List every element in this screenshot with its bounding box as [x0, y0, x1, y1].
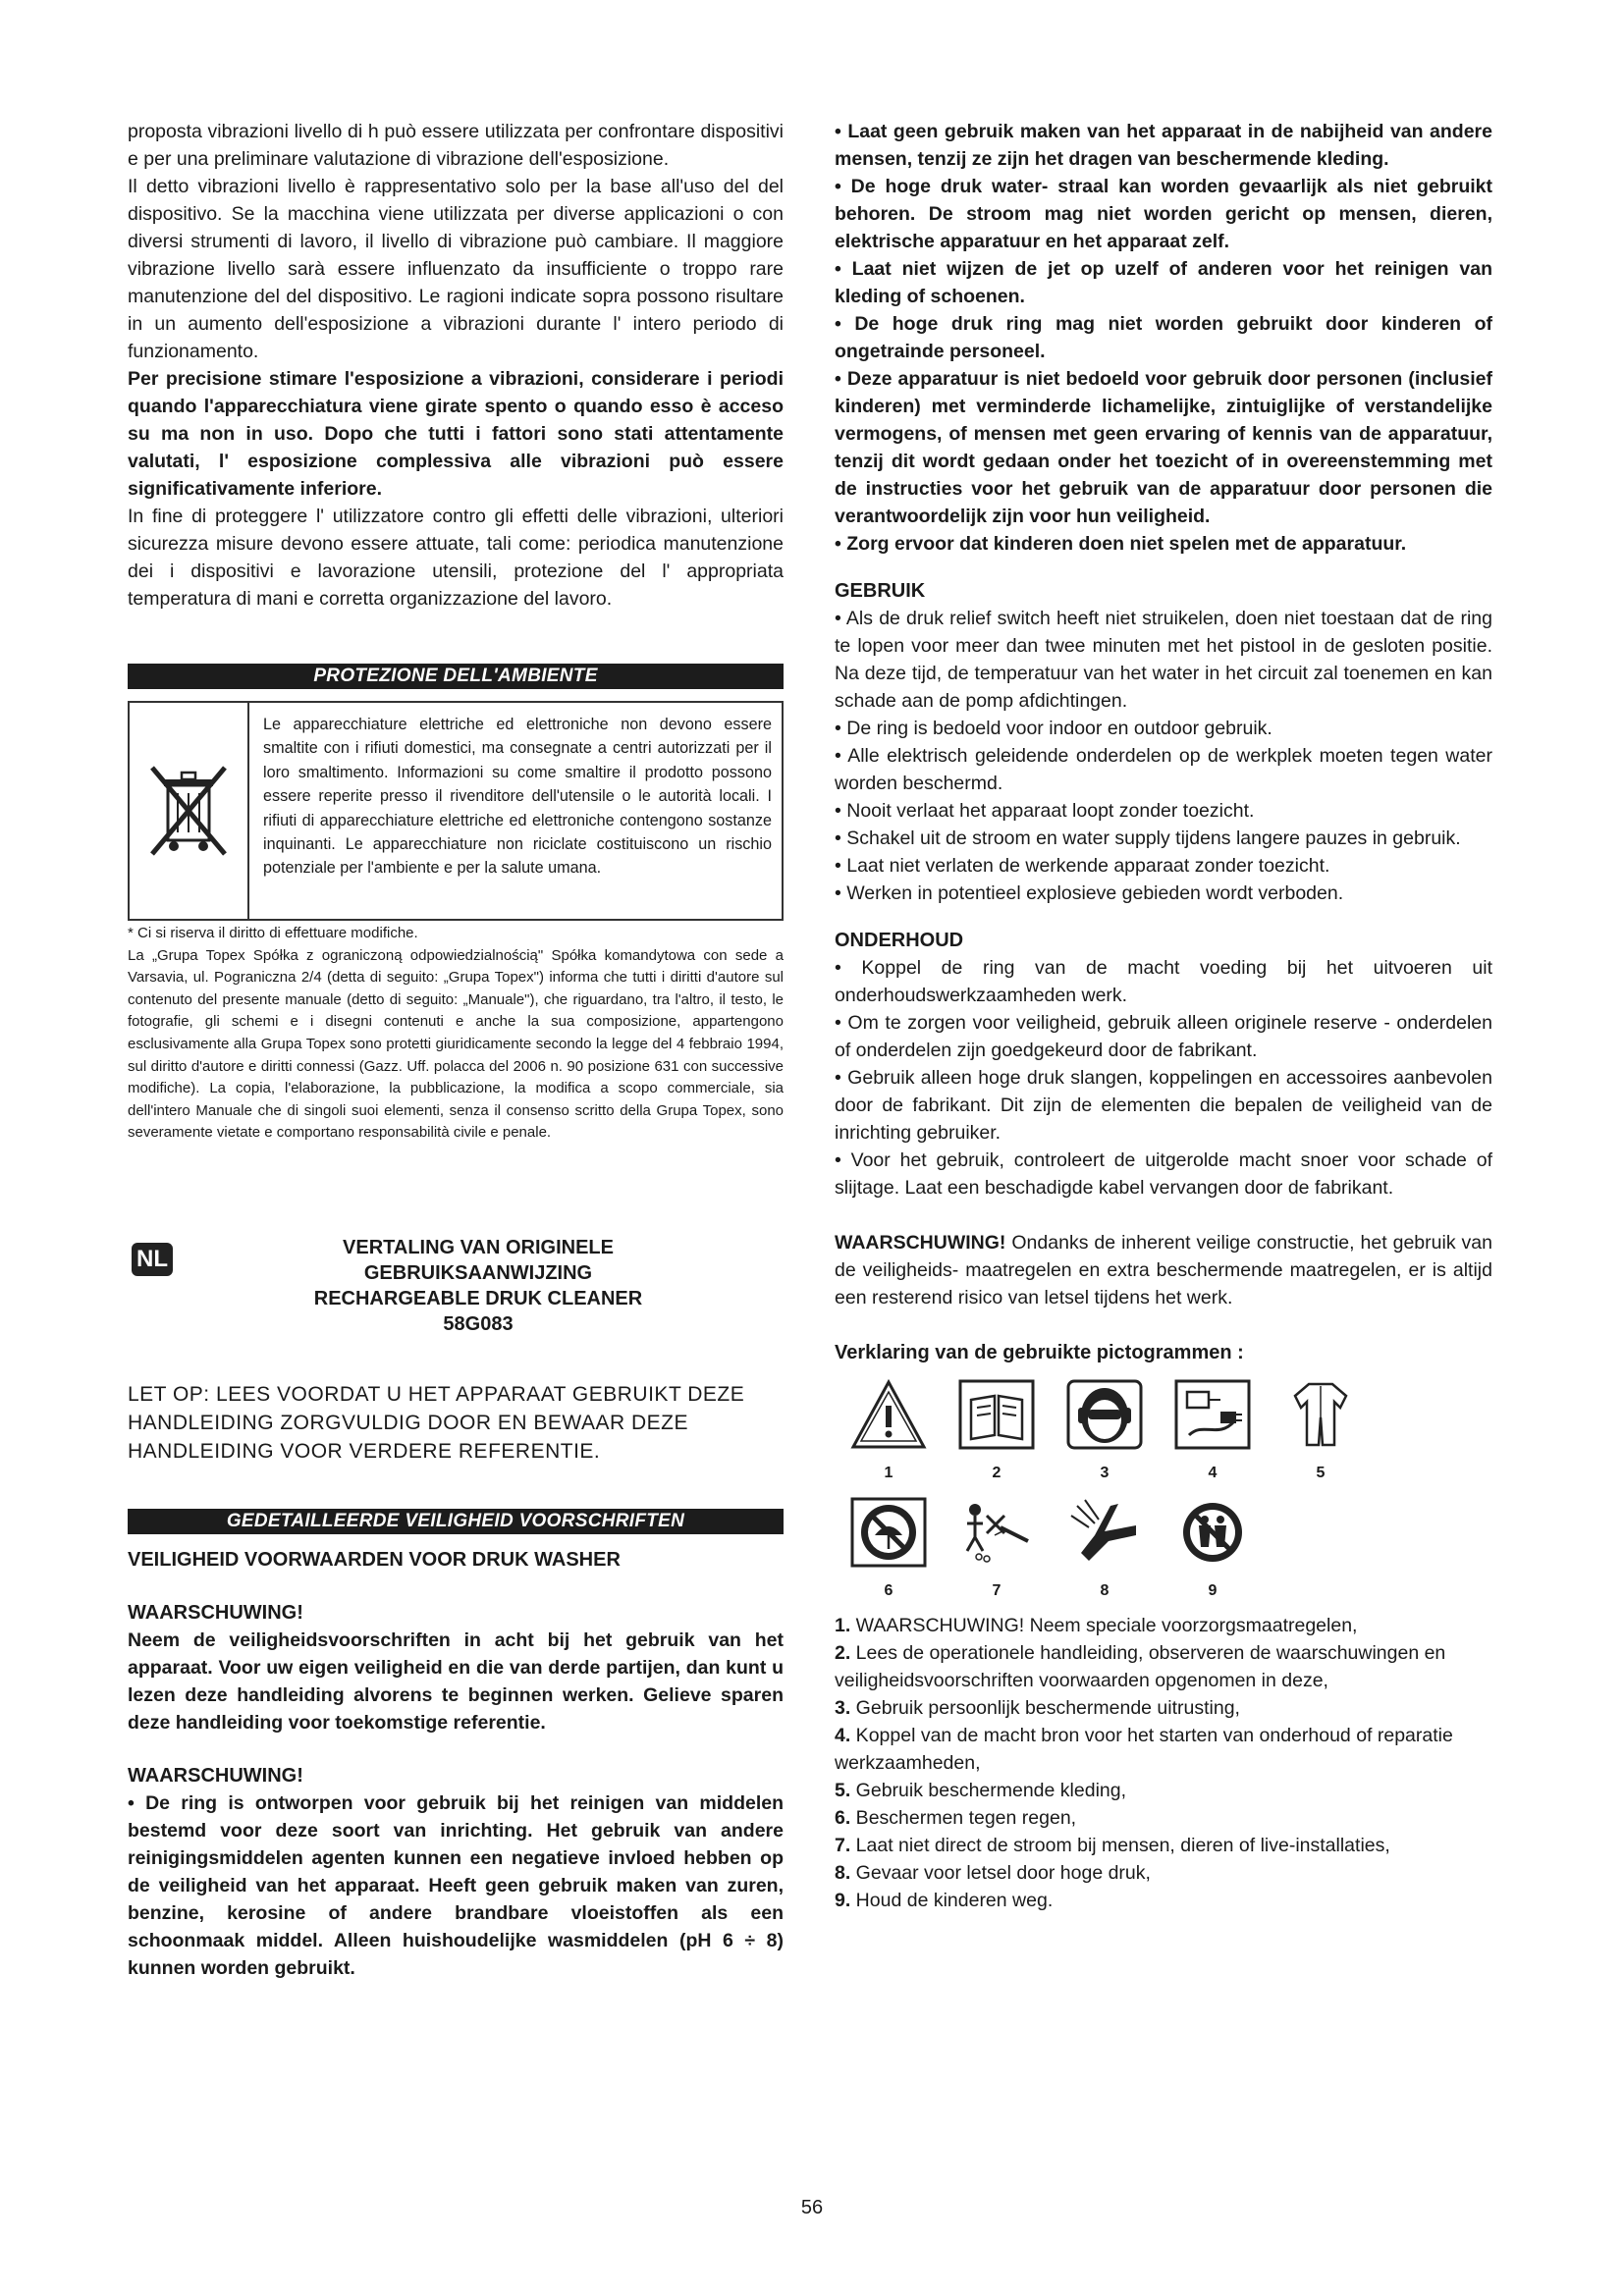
list-item: • Koppel de ring van de macht voeding bij het uitvoeren uit onderhoudswerkzaamheden werk. — [835, 957, 1492, 1006]
no-rain-icon — [849, 1496, 928, 1569]
safety-heading: VEILIGHEID VOORWAARDEN VOOR DRUK WASHER — [128, 1548, 621, 1571]
picto-number: 6 — [884, 1582, 893, 1599]
legend-item: 8. Gevaar voor letsel door hoge druk, — [835, 1862, 1151, 1884]
nl-title-line: 58G083 — [443, 1312, 514, 1335]
read-manual-warning: LET OP: LEES VOORDAT U HET APPARAAT GEBRUIKT DEZE HANDLEIDING ZORGVULDIG DOOR EN BEWAAR DEZE HANDLEIDING VOOR VERDERE REFERENTIE. — [128, 1382, 745, 1463]
nl-title — [173, 1235, 784, 1337]
list-item: • De ring is bedoeld voor indoor en outdoor gebruik. — [835, 718, 1272, 739]
list-item: • Als de druk relief switch heeft niet struikelen, doen niet toestaan dat de ring te lopen voor meer dan twee minuten met het pistool in de gesloten positie. Na deze tijd, de temperatuur van het water in het circuit zal toenemen en kan schade aan de pomp afdichtingen. — [835, 608, 1492, 712]
picto-number: 5 — [1316, 1465, 1326, 1481]
legend-item: 7. Laat niet direct de stroom bij mensen, dieren of live-installaties, — [835, 1835, 1390, 1856]
picto-3 — [1051, 1378, 1159, 1482]
final-warning — [835, 1229, 1492, 1311]
it-paragraph-2: Il detto vibrazioni livello è rappresentativo solo per la base all'uso del del dispositivo. Se la macchina viene utilizzata per diverse applicazioni o con diversi strumenti di lavoro, il livello di vibrazione può cambiare. Il maggiore vibrazione livello sarà essere influenzato da insufficiente o troppo rare manutenzione del del dispositivo. Le ragioni indicate sopra possono risultare in un aumento dell'esposizione a vibrazioni durante l' intero periodo di funzionamento. — [128, 176, 784, 362]
legend-item: 3. Gebruik persoonlijk beschermende uitrusting, — [835, 1697, 1240, 1719]
list-item: • Gebruik alleen hoge druk slangen, koppelingen en accessoires aanbevolen door de fabrikant. Dit zijn de elementen die bepalen de veiligheid van de inrichting gebruiker. — [835, 1067, 1492, 1144]
picto-heading: Verklaring van de gebruikte pictogrammen : — [835, 1342, 1244, 1363]
picto-5 — [1267, 1378, 1375, 1482]
nl-badge: NL — [132, 1243, 173, 1276]
legend-item: 6. Beschermen tegen regen, — [835, 1807, 1077, 1829]
weee-bin-icon — [130, 703, 249, 919]
bold-bullet: • Deze apparatuur is niet bedoeld voor gebruik door personen (inclusief kinderen) met verminderde lichamelijke, zintuiglijke of verstandelijke vermogens, of mensen met geen ervaring of kennis van de apparatuur, tenzij dit wordt gedaan onder het toezicht of in overeenstemming met de instructies voor het gebruik van de apparatuur door personen die verantwoordelijk zijn voor hun veiligheid. — [835, 368, 1492, 527]
protective-clothing-icon — [1281, 1378, 1360, 1451]
no-spray-people-icon — [957, 1496, 1036, 1569]
nl-title-line: VERTALING VAN ORIGINELE — [343, 1236, 614, 1258]
manual-book-icon — [957, 1378, 1036, 1451]
picto-row-1 — [835, 1378, 1492, 1482]
page-number: 56 — [800, 2197, 824, 2218]
unplug-icon — [1173, 1378, 1252, 1451]
nl-title-line: GEBRUIKSAANWIJZING — [363, 1261, 593, 1284]
bold-bullet-list — [835, 118, 1492, 558]
picto-row-2 — [835, 1496, 1492, 1600]
warning-text-2: • De ring is ontworpen voor gebruik bij het reinigen van middelen bestemd voor deze soort van inrichting. Het gebruik van andere reinigingsmiddelen agenten kunnen een negatieve invloed hebben op de veiligheid van het apparaat. Heeft geen gebruik maken van zuren, benzine, kerosine of andere brandbare vloeistoffen als een schoonmaak middel. Alleen huishoudelijke wasmiddelen (pH 6 ÷ 8) kunnen worden gebruikt. — [128, 1791, 784, 1979]
list-item: • Alle elektrisch geleidende onderdelen op de werkplek moeten tegen water worden beschermd. — [835, 745, 1492, 794]
picto-number: 9 — [1208, 1582, 1218, 1599]
it-paragraph-3: In fine di proteggere l' utilizzatore contro gli effetti delle vibrazioni, ulteriori sicurezza misure devono essere attuate, tali come: periodica manutenzione dei i dispositivi e lavorazione utensili, protezione del l' appropriata temperatura di mani e corretta organizzazione del lavoro. — [128, 506, 784, 610]
bold-bullet: • Laat niet wijzen de jet op uzelf of anderen voor het reinigen van kleding of schoenen. — [835, 258, 1492, 307]
env-text: Le apparecchiature elettriche ed elettroniche non devono essere smaltite con i rifiuti domestici, ma consegnate a centri autorizzati per il loro smaltimento. Informazioni su come smaltire il prodotto possono essere reperite presso il rivenditore dell'utensile o le autorità locali. I rifiuti di apparecchiature elettriche ed elettroniche contengono sostanze inquinanti. Le apparecchiature non riciclate costituiscono un rischio potenziale per l'ambiente e per la salute umana. — [263, 716, 772, 878]
copyright-legal: La „Grupa Topex Spółka z ograniczoną odpowiedzialnością" Spółka komandytowa con sede a Varsavia, ul. Pograniczna 2/4 (detta di seguito: „Grupa Topex") informa che tutti i diritti d'autore sul contenuto del presente manuale (detto di seguito: „Manuale"), che riguardano, tra l'altro, il testo, le fotografie, gli schemi e i disegni contenuti e anche la sua composizione, appartengono esclusivamente alla Grupa Topex sono protetti giuridicamente secondo la legge del 4 febbraio 1994, sul diritto d'autore e diritti connessi (Gazz. Uff. polacca del 2006 n. 90 posizione 631 con successive modifiche). La copia, l'elaborazione, la pubblicazione, la modifica a scopo commerciale, sia dell'intero Manuale che di singoli suoi elementi, senza il consenso scritto della Grupa Topex, sono severamente vietate e comportano responsabilità civile e penale. — [128, 946, 784, 1142]
picto-7 — [943, 1496, 1051, 1600]
list-item: • Om te zorgen voor veiligheid, gebruik alleen originele reserve - onderdelen of onderdelen zijn goedgekeurd door de fabrikant. — [835, 1012, 1492, 1061]
picto-number: 8 — [1100, 1582, 1110, 1599]
picto-number: 4 — [1208, 1465, 1218, 1481]
list-item: • Schakel uit de stroom en water supply tijdens langere pauzes in gebruik. — [835, 828, 1461, 849]
keep-children-away-icon — [1173, 1496, 1252, 1569]
picto-number: 3 — [1100, 1465, 1110, 1481]
env-box — [128, 701, 784, 921]
legend-item: 2. Lees de operationele handleiding, observeren de waarschuwingen en veiligheidsvoorschriften voorwaarden opgenomen in deze, — [835, 1642, 1446, 1691]
high-pressure-injury-icon — [1065, 1496, 1144, 1569]
picto-1 — [835, 1378, 943, 1482]
warning-label-1: WAARSCHUWING! — [128, 1601, 303, 1624]
warning-triangle-icon — [849, 1378, 928, 1451]
reserve-note: * Ci si riserva il diritto di effettuare modifiche. — [128, 925, 418, 941]
gebruik-heading: GEBRUIK — [835, 580, 926, 602]
bold-bullet: • Laat geen gebruik maken van het apparaat in de nabijheid van andere mensen, tenzij ze zijn het dragen van beschermende kleding. — [835, 121, 1492, 170]
legend-item: 9. Houd de kinderen weg. — [835, 1890, 1054, 1911]
nl-title-line: RECHARGEABLE DRUK CLEANER — [313, 1287, 643, 1309]
legend-item: 1. WAARSCHUWING! Neem speciale voorzorgsmaatregelen, — [835, 1615, 1358, 1636]
onderhoud-heading: ONDERHOUD — [835, 930, 964, 951]
picto-2 — [943, 1378, 1051, 1482]
env-banner: PROTEZIONE DELL'AMBIENTE — [128, 664, 784, 689]
safety-banner: GEDETAILLEERDE VEILIGHEID VOORSCHRIFTEN — [128, 1509, 784, 1534]
left-column — [128, 118, 784, 1982]
legend-item: 5. Gebruik beschermende kleding, — [835, 1780, 1127, 1801]
picto-number: 7 — [992, 1582, 1001, 1599]
bold-bullet: • De hoge druk ring mag niet worden gebruikt door kinderen of ongetrainde personeel. — [835, 313, 1492, 362]
list-item: • Nooit verlaat het apparaat loopt zonder toezicht. — [835, 800, 1255, 822]
picto-4 — [1159, 1378, 1267, 1482]
final-warning-text: Ondanks de inherent veilige constructie, het gebruik van de veiligheids- maatregelen en extra beschermende maatregelen, er is altijd een resterend risico van letsel tijdens het werk. — [835, 1232, 1492, 1308]
warning-text-1: Neem de veiligheidsvoorschriften in acht bij het gebruik van het apparaat. Voor uw eigen veiligheid en die van derde partijen, dan kunt u lezen deze handleiding alvorens te beginnen werken. Gelieve sparen deze handleiding voor toekomstige referentie. — [128, 1629, 784, 1734]
it-intro: proposta vibrazioni livello di h può essere utilizzata per confrontare dispositivi e per una preliminare valutazione di vibrazione dell'esposizione. — [128, 121, 784, 170]
list-item: • Werken in potentieel explosieve gebieden wordt verboden. — [835, 882, 1344, 904]
warning-label-2: WAARSCHUWING! — [128, 1764, 303, 1787]
bold-bullet: • Zorg ervoor dat kinderen doen niet spelen met de apparatuur. — [835, 533, 1407, 555]
right-column — [835, 118, 1492, 1914]
picto-9 — [1159, 1496, 1267, 1600]
onderhoud-list — [835, 954, 1492, 1201]
it-bold-paragraph: Per precisione stimare l'esposizione a vibrazioni, considerare i periodi quando l'apparecchiatura viene girate spento o quando esso è acceso su ma non in uso. Dopo che tutti i fattori sono stati attentamente valutati, l' esposizione complessiva alle vibrazioni può essere significativamente inferiore. — [128, 368, 784, 500]
picto-number: 1 — [884, 1465, 893, 1481]
bold-bullet: • De hoge druk water- straal kan worden gevaarlijk als niet gebruikt behoren. De stroom mag niet worden gericht op mensen, dieren, elektrische apparatuur en het apparaat zelf. — [835, 176, 1492, 252]
gebruik-list — [835, 605, 1492, 907]
picto-legend-list — [835, 1612, 1492, 1914]
legend-item: 4. Koppel van de macht bron voor het starten van onderhoud of reparatie werkzaamheden, — [835, 1725, 1453, 1774]
final-warning-label: WAARSCHUWING! — [835, 1232, 1006, 1254]
picto-6 — [835, 1496, 943, 1600]
nl-header — [128, 1235, 784, 1337]
protective-gear-icon — [1065, 1378, 1144, 1451]
list-item: • Laat niet verlaten de werkende apparaat zonder toezicht. — [835, 855, 1330, 877]
picto-number: 2 — [992, 1465, 1001, 1481]
picto-8 — [1051, 1496, 1159, 1600]
list-item: • Voor het gebruik, controleert de uitgerolde macht snoer voor schade of slijtage. Laat een beschadigde kabel vervangen door de fabrikant. — [835, 1149, 1492, 1199]
